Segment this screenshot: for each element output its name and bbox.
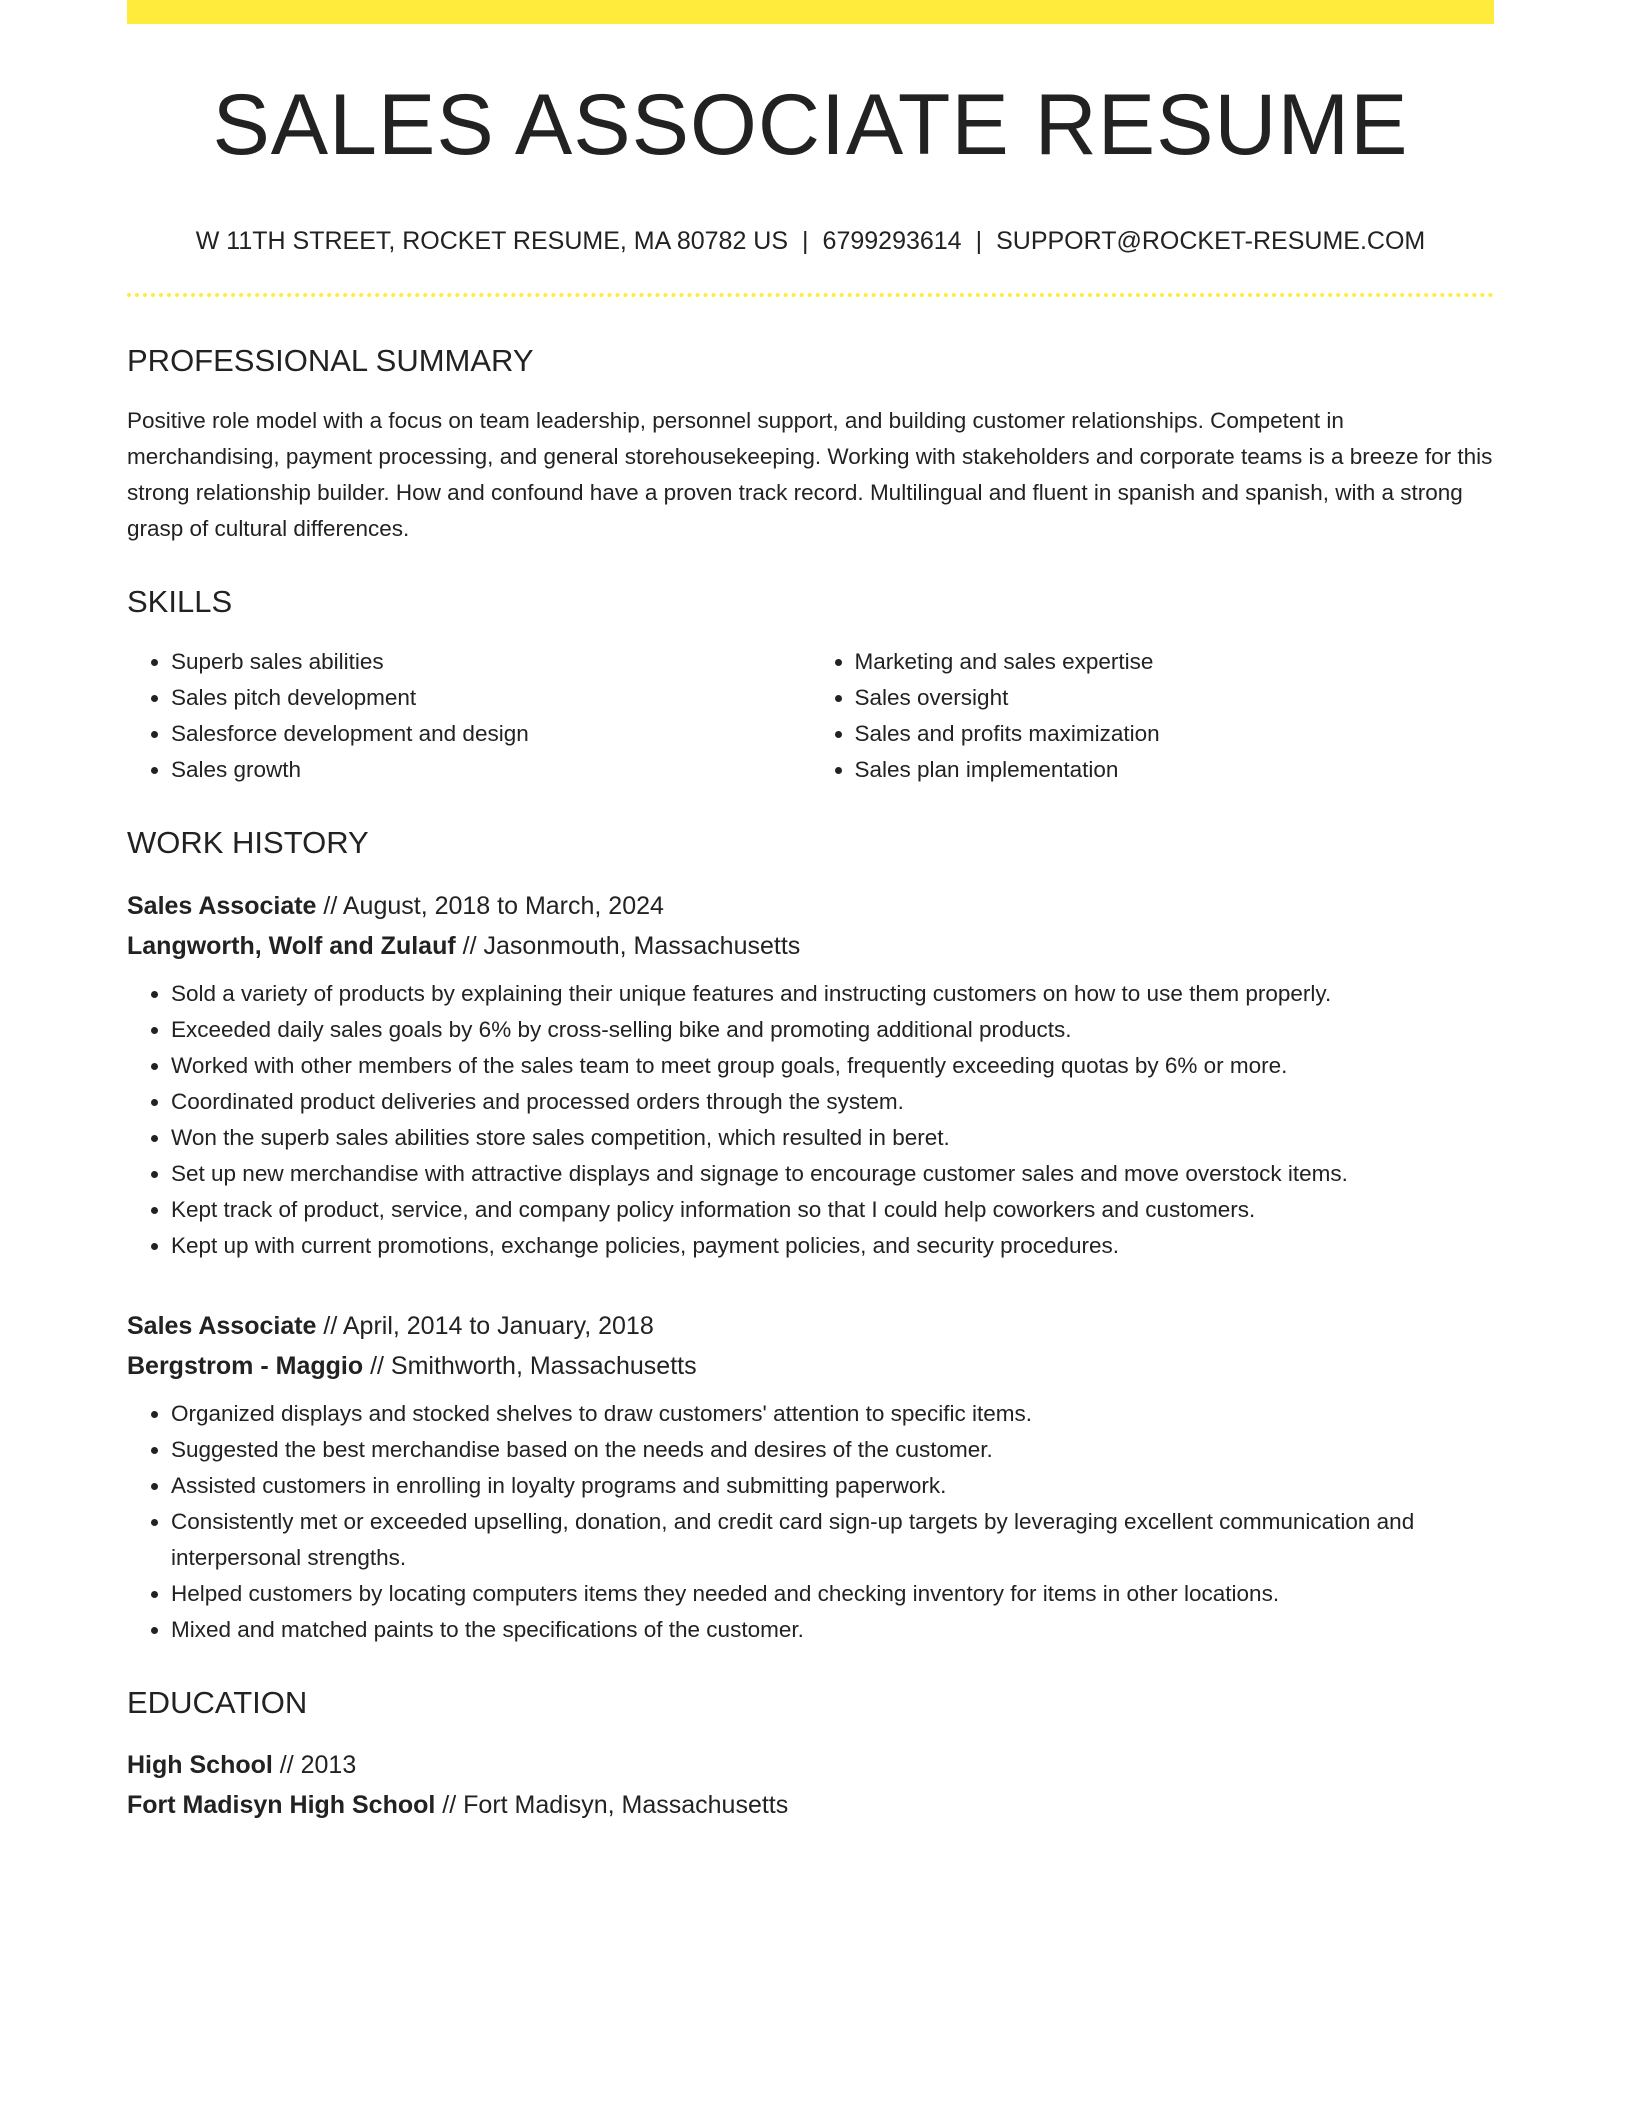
job-bullet: • Consistently met or exceeded upselling, donation, and credit card sign-up targets by leveraging excellent communication and interpersonal strengths.: [171, 1504, 1494, 1576]
field-separator: //: [272, 1750, 301, 1779]
job-entry: [127, 1306, 1494, 1648]
job-dates: August, 2018 to March, 2024: [342, 891, 664, 920]
job-role-line: [127, 886, 1494, 926]
field-separator: //: [455, 931, 484, 960]
contact-address: W 11TH STREET, ROCKET RESUME, MA 80782 US: [195, 227, 789, 255]
skill-item: • Marketing and sales expertise: [855, 644, 1495, 680]
job-bullet: • Won the superb sales abilities store sales competition, which resulted in beret.: [171, 1120, 1494, 1156]
skills-column-right: [811, 644, 1495, 788]
skill-item: • Superb sales abilities: [171, 644, 811, 680]
education-heading: EDUCATION: [127, 1684, 308, 1720]
summary-heading: PROFESSIONAL SUMMARY: [127, 343, 534, 378]
job-bullet: • Worked with other members of the sales team to meet group goals, frequently exceeding quotas by 6% or more.: [171, 1048, 1494, 1084]
job-dates: April, 2014 to January, 2018: [342, 1311, 654, 1340]
work-history-heading: WORK HISTORY: [127, 825, 369, 861]
education-degree: High School: [127, 1750, 273, 1779]
resume-page: [127, 0, 1494, 1825]
job-bullets: [127, 1396, 1494, 1648]
job-bullets: [127, 976, 1494, 1264]
job-role: Sales Associate: [127, 1311, 317, 1340]
job-company-line: [127, 926, 1494, 966]
job-location: Jasonmouth, Massachusetts: [483, 931, 801, 960]
accent-top-bar: [127, 0, 1494, 24]
resume-title: SALES ASSOCIATE RESUME: [212, 77, 1409, 173]
job-role-line: [127, 1306, 1494, 1346]
education-degree-line: [127, 1745, 1494, 1785]
job-role: Sales Associate: [127, 891, 317, 920]
field-separator: //: [316, 891, 343, 920]
job-bullet: • Assisted customers in enrolling in loyalty programs and submitting paperwork.: [171, 1468, 1494, 1504]
job-company-line: [127, 1346, 1494, 1386]
skill-item: • Sales pitch development: [171, 680, 811, 716]
skills-column-left: [127, 644, 811, 788]
contact-line: [127, 226, 1494, 256]
education-year: 2013: [300, 1750, 357, 1779]
job-company: Langworth, Wolf and Zulauf: [127, 931, 456, 960]
education-school: Fort Madisyn High School: [127, 1790, 436, 1819]
skill-item: • Sales and profits maximization: [855, 716, 1495, 752]
field-separator: //: [316, 1311, 343, 1340]
contact-email: SUPPORT@ROCKET-RESUME.COM: [996, 227, 1426, 255]
field-separator: //: [435, 1790, 464, 1819]
skills-heading: SKILLS: [127, 584, 233, 620]
field-separator: //: [363, 1351, 391, 1380]
job-bullet: • Kept track of product, service, and company policy information so that I could help coworkers and customers.: [171, 1192, 1494, 1228]
contact-phone: 6799293614: [822, 227, 962, 255]
job-bullet: • Coordinated product deliveries and processed orders through the system.: [171, 1084, 1494, 1120]
job-bullet: • Sold a variety of products by explaining their unique features and instructing customers on how to use them properly.: [171, 976, 1494, 1012]
job-location: Smithworth, Massachusetts: [390, 1351, 697, 1380]
skill-item: • Sales growth: [171, 752, 811, 788]
job-bullet: • Suggested the best merchandise based on the needs and desires of the customer.: [171, 1432, 1494, 1468]
education-school-line: [127, 1785, 1494, 1825]
job-bullet: • Exceeded daily sales goals by 6% by cross-selling bike and promoting additional products.: [171, 1012, 1494, 1048]
skill-item: • Salesforce development and design: [171, 716, 811, 752]
skill-item: • Sales oversight: [855, 680, 1495, 716]
education-entry: [127, 1745, 1494, 1825]
job-bullet: • Helped customers by locating computers items they needed and checking inventory for items in other locations.: [171, 1576, 1494, 1612]
skill-item: • Sales plan implementation: [855, 752, 1495, 788]
contact-separator: |: [802, 227, 809, 255]
job-company: Bergstrom - Maggio: [127, 1351, 364, 1380]
job-bullet: • Organized displays and stocked shelves to draw customers' attention to specific items.: [171, 1396, 1494, 1432]
contact-separator: |: [975, 227, 983, 255]
job-bullet: • Set up new merchandise with attractive displays and signage to encourage customer sales and move overstock items.: [171, 1156, 1494, 1192]
job-entry: [127, 886, 1494, 1264]
education-location: Fort Madisyn, Massachusetts: [463, 1790, 789, 1819]
dotted-divider: [127, 293, 1494, 297]
job-bullet: • Kept up with current promotions, exchange policies, payment policies, and security procedures.: [171, 1228, 1494, 1264]
job-bullet: • Mixed and matched paints to the specifications of the customer.: [171, 1612, 1494, 1648]
skills-list: [127, 644, 1494, 788]
summary-text: Positive role model with a focus on team leadership, personnel support, and building customer relationships. Competent in merchandising, payment processing, and general storehousekeeping. Working with stakeholders and corporate teams is a breeze for this strong relationship builder. How and confound have a proven track record. Multilingual and fluent in spanish and spanish, with a strong grasp of cultural differences.: [127, 408, 1493, 542]
